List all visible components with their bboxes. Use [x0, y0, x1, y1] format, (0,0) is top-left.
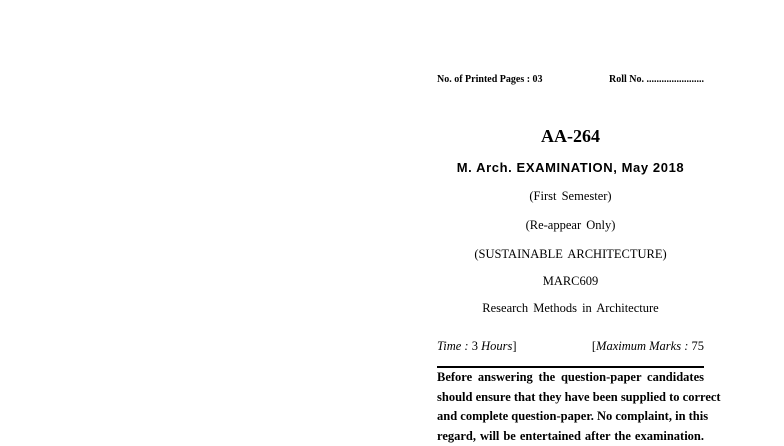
time-marks-row: [437, 339, 704, 355]
course-code: MARC609: [437, 274, 704, 289]
marks-open-bracket: [: [592, 339, 596, 353]
roll-number-field: Roll No. .......................: [609, 74, 704, 85]
marks-label: Maximum Marks :: [596, 339, 691, 353]
marks-value: 75: [692, 339, 705, 353]
reappear-label: (Re-appear Only): [437, 218, 704, 233]
subject-label: (SUSTAINABLE ARCHITECTURE): [437, 247, 704, 262]
time-close-bracket: ]: [512, 339, 516, 353]
course-title: Research Methods in Architecture: [437, 301, 704, 316]
time-unit: Hours: [478, 339, 512, 353]
instruction-line: and complete question-paper. No complaint, in this: [437, 407, 704, 427]
instruction-line: regard, will be entertained after the examination.: [437, 427, 704, 446]
paper-header: [437, 74, 704, 88]
maximum-marks: [592, 339, 704, 354]
exam-title: M. Arch. EXAMINATION, May 2018: [437, 160, 704, 175]
instruction-line: should ensure that they have been supplied to correct: [437, 388, 704, 408]
printed-pages-count: No. of Printed Pages : 03: [437, 74, 543, 85]
instructions-block: [437, 368, 704, 446]
time-allowed: [437, 339, 517, 354]
time-value: 3: [472, 339, 478, 353]
instruction-line: Before answering the question-paper candidates: [437, 368, 704, 388]
time-label: Time :: [437, 339, 472, 353]
semester-label: (First Semester): [437, 189, 704, 204]
paper-code: AA-264: [437, 126, 704, 147]
